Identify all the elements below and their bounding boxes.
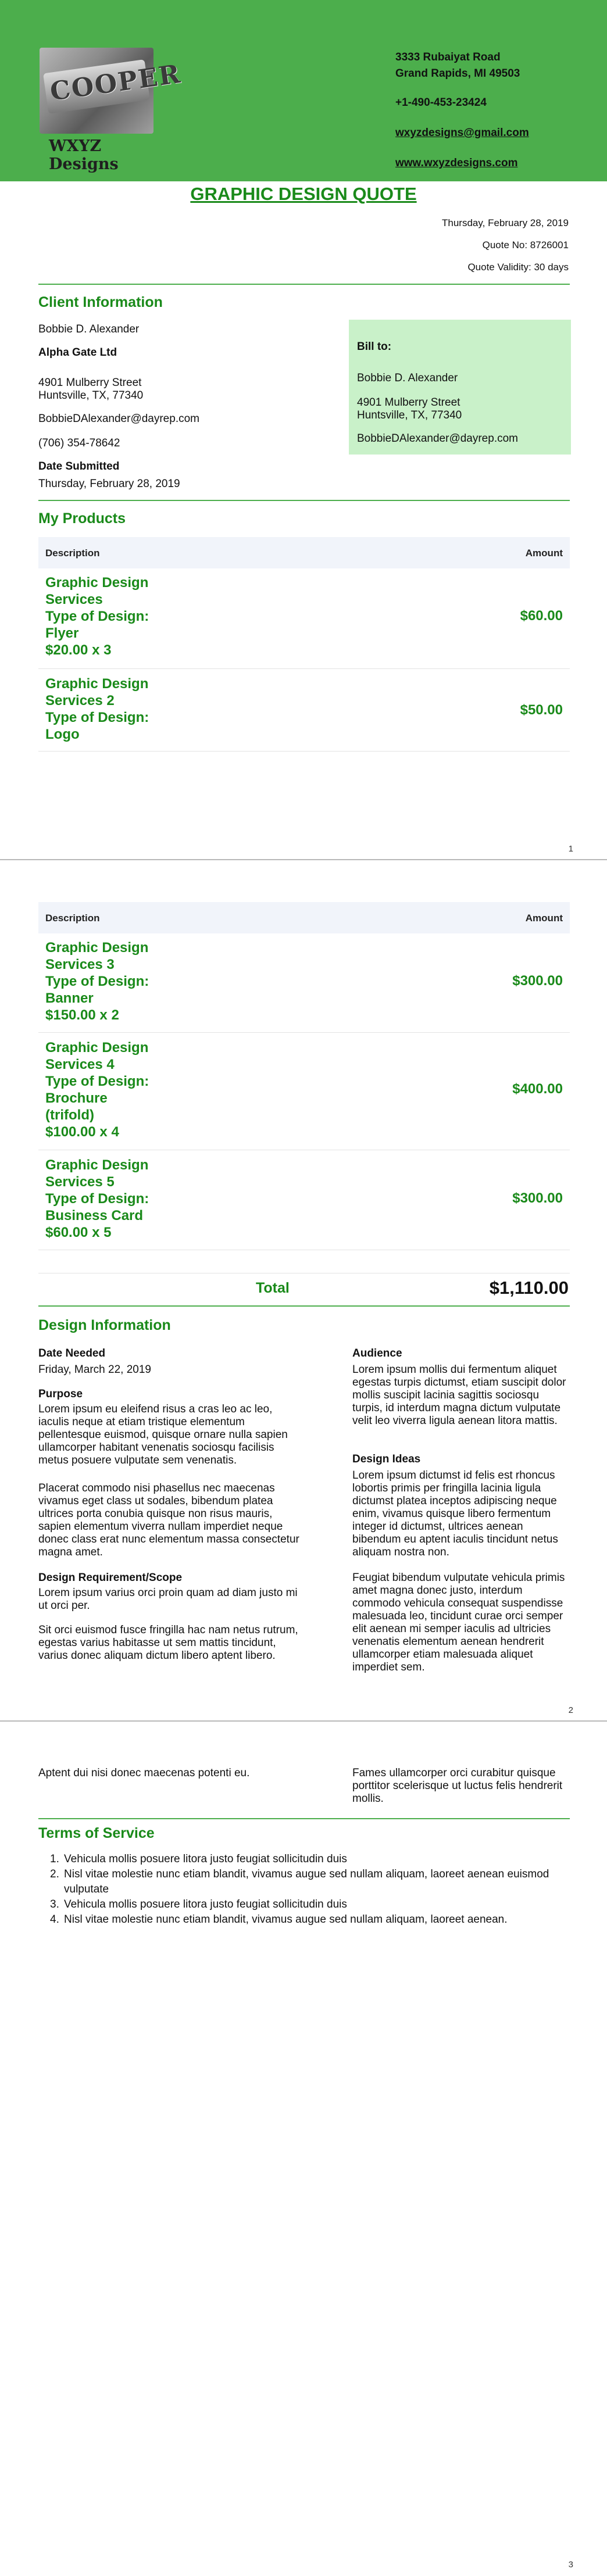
company-address-line1: 3333 Rubaiyat Road — [395, 51, 501, 63]
section-divider — [38, 284, 570, 285]
client-company: Alpha Gate Ltd — [38, 346, 117, 359]
quote-validity: Quote Validity: 30 days — [467, 262, 569, 273]
product-item-2-amount: $50.00 — [520, 702, 563, 718]
page-number: 1 — [568, 844, 573, 854]
product-item-1: Graphic Design Services Type of Design: Flyer $20.00 x 3 — [45, 575, 149, 658]
product-item-4-amount: $400.00 — [512, 1081, 563, 1097]
col-description: Description — [45, 913, 100, 924]
scope-paragraph-1: Lorem ipsum varius orci proin quam ad diam justo mi ut orci per. — [38, 1587, 298, 1612]
bill-to-email: BobbieDAlexander@dayrep.com — [357, 432, 518, 445]
terms-item: 3. Vehicula mollis posuere litora justo feugiat sollicitudin duis — [50, 1898, 347, 1910]
section-divider — [38, 500, 570, 501]
bill-to-street: 4901 Mulberry Street — [357, 396, 460, 409]
products-table-header — [38, 902, 570, 933]
product-item-3: Graphic Design Services 3 Type of Design: Banner $150.00 x 2 — [45, 940, 149, 1023]
company-phone: +1-490-453-23424 — [395, 96, 487, 109]
quote-date: Thursday, February 28, 2019 — [442, 217, 569, 228]
purpose-label: Purpose — [38, 1388, 83, 1400]
total-value: $1,110.00 — [489, 1278, 569, 1298]
page-number: 2 — [568, 1705, 573, 1715]
scope-paragraph-2: Sit orci euismod fusce fringilla hac nam netus rutrum, egestas varius habitasse ut sem mattis tincidunt, varius donec aliquam dictum libero aptent libero. — [38, 1624, 298, 1662]
bill-to-name: Bobbie D. Alexander — [357, 372, 458, 384]
terms-heading: Terms of Service — [38, 1825, 155, 1841]
audience-paragraph: Lorem ipsum mollis dui fermentum aliquet egestas turpis dictumst, etiam suscipit dolor mollis suscipit lacinia sagittis sociosqu turpis, id interdum magna dictum vulputate velit leo viverra ligula aenean litora mattis. — [352, 1364, 566, 1427]
product-item-1-amount: $60.00 — [520, 608, 563, 624]
product-item-3-amount: $300.00 — [512, 973, 563, 989]
page-break — [0, 859, 607, 860]
design-ideas-paragraph-1: Lorem ipsum dictumst id felis est rhoncus lobortis primis per fringilla lacinia ligula dictumst platea inceptos adipiscing neque enim, vivamus quisque libero fermentum integer id dictumst, ultrices aenean bibendum eu aptent iaculis tincidunt netus aliquam nostra non. — [352, 1469, 558, 1558]
date-needed-label: Date Needed — [38, 1347, 106, 1359]
document-title: GRAPHIC DESIGN QUOTE — [190, 184, 417, 204]
client-email: BobbieDAlexander@dayrep.com — [38, 413, 199, 425]
page-number: 3 — [568, 2560, 573, 2570]
date-needed-value: Friday, March 22, 2019 — [38, 1364, 151, 1376]
section-divider — [38, 1305, 570, 1307]
company-address-line2: Grand Rapids, MI 49503 — [395, 67, 520, 80]
purpose-paragraph-1: Lorem ipsum eu eleifend risus a cras leo ac leo, iaculis neque at etiam tristique elementum pellentesque euismod, quisque ornare nulla sapien ullamcorper habitant venenatis sociosqu facilisis metus posuere vulputate sem venenatis. — [38, 1403, 288, 1466]
purpose-paragraph-2: Placerat commodo nisi phasellus nec maecenas vivamus eget class ut sodales, bibendum platea ultrices porta conubia quisque non risus mauris, sapien elementum viverra nullam imperdiet neque donec class erat nunc elementum massa consectetur magna amet. — [38, 1482, 299, 1558]
row-divider — [38, 668, 570, 669]
terms-list — [50, 1852, 576, 1927]
products-table-header — [38, 537, 570, 568]
logo-plate-text: COOPER — [48, 59, 183, 107]
client-info-heading: Client Information — [38, 294, 163, 310]
bill-to-city: Huntsville, TX, 77340 — [357, 409, 462, 421]
terms-item: 2. Nisl vitae molestie nunc etiam blandit, vivamus augue sed nullam aliquam, laoreet aenean euismod vulputate — [50, 1868, 549, 1895]
client-street: 4901 Mulberry Street — [38, 377, 142, 389]
design-info-heading: Design Information — [38, 1317, 171, 1333]
terms-item: 4. Nisl vitae molestie nunc etiam blandit, vivamus augue sed nullam aliquam, laoreet aenean. — [50, 1913, 508, 1926]
logo-text: WXYZ Designs — [49, 137, 119, 173]
audience-label: Audience — [352, 1347, 402, 1359]
design-ideas-label: Design Ideas — [352, 1453, 421, 1465]
logo-image — [40, 48, 183, 134]
quote-number: Quote No: 8726001 — [482, 239, 569, 251]
design-ideas-paragraph-2: Feugiat bibendum vulputate vehicula primis amet magna donec justo, interdum commodo vehicula consequat suspendisse malesuada leo, tincidunt curae orci semper elit aenean mi semper iaculis ad ultricies venenatis elementum aenean hendrerit ullamcorper etiam malesuada aliquet imperdiet sem. — [352, 1572, 565, 1673]
product-item-2: Graphic Design Services 2 Type of Design: Logo — [45, 676, 149, 742]
terms-item: 1. Vehicula mollis posuere litora justo feugiat sollicitudin duis — [50, 1853, 347, 1865]
products-heading: My Products — [38, 510, 126, 527]
bill-to-heading: Bill to: — [357, 341, 392, 353]
design-ideas-paragraph-3: Fames ullamcorper orci curabitur quisque porttitor scelerisque ut luctus felis hendrerit mollis. — [352, 1767, 563, 1805]
company-email-link[interactable]: wxyzdesigns@gmail.com — [395, 127, 529, 139]
client-name: Bobbie D. Alexander — [38, 323, 140, 335]
product-item-5-amount: $300.00 — [512, 1190, 563, 1206]
scope-paragraph-3: Aptent dui nisi donec maecenas potenti eu. — [38, 1767, 250, 1779]
company-website-link[interactable]: www.wxyzdesigns.com — [395, 157, 518, 169]
date-submitted-value: Thursday, February 28, 2019 — [38, 478, 180, 490]
scope-label: Design Requirement/Scope — [38, 1572, 183, 1584]
client-phone: (706) 354-78642 — [38, 437, 120, 449]
bill-to-box — [349, 320, 571, 455]
product-item-5: Graphic Design Services 5 Type of Design: Business Card $60.00 x 5 — [45, 1157, 149, 1240]
row-divider — [38, 1032, 570, 1033]
total-label: Total — [256, 1280, 290, 1296]
client-city: Huntsville, TX, 77340 — [38, 389, 144, 402]
row-divider — [38, 751, 570, 752]
date-submitted-label: Date Submitted — [38, 460, 120, 473]
col-amount: Amount — [525, 548, 563, 559]
page-break — [0, 1720, 607, 1722]
product-item-4: Graphic Design Services 4 Type of Design: Brochure (trifold) $100.00 x 4 — [45, 1040, 149, 1140]
col-amount: Amount — [525, 913, 563, 924]
col-description: Description — [45, 548, 100, 559]
section-divider — [38, 1818, 570, 1819]
